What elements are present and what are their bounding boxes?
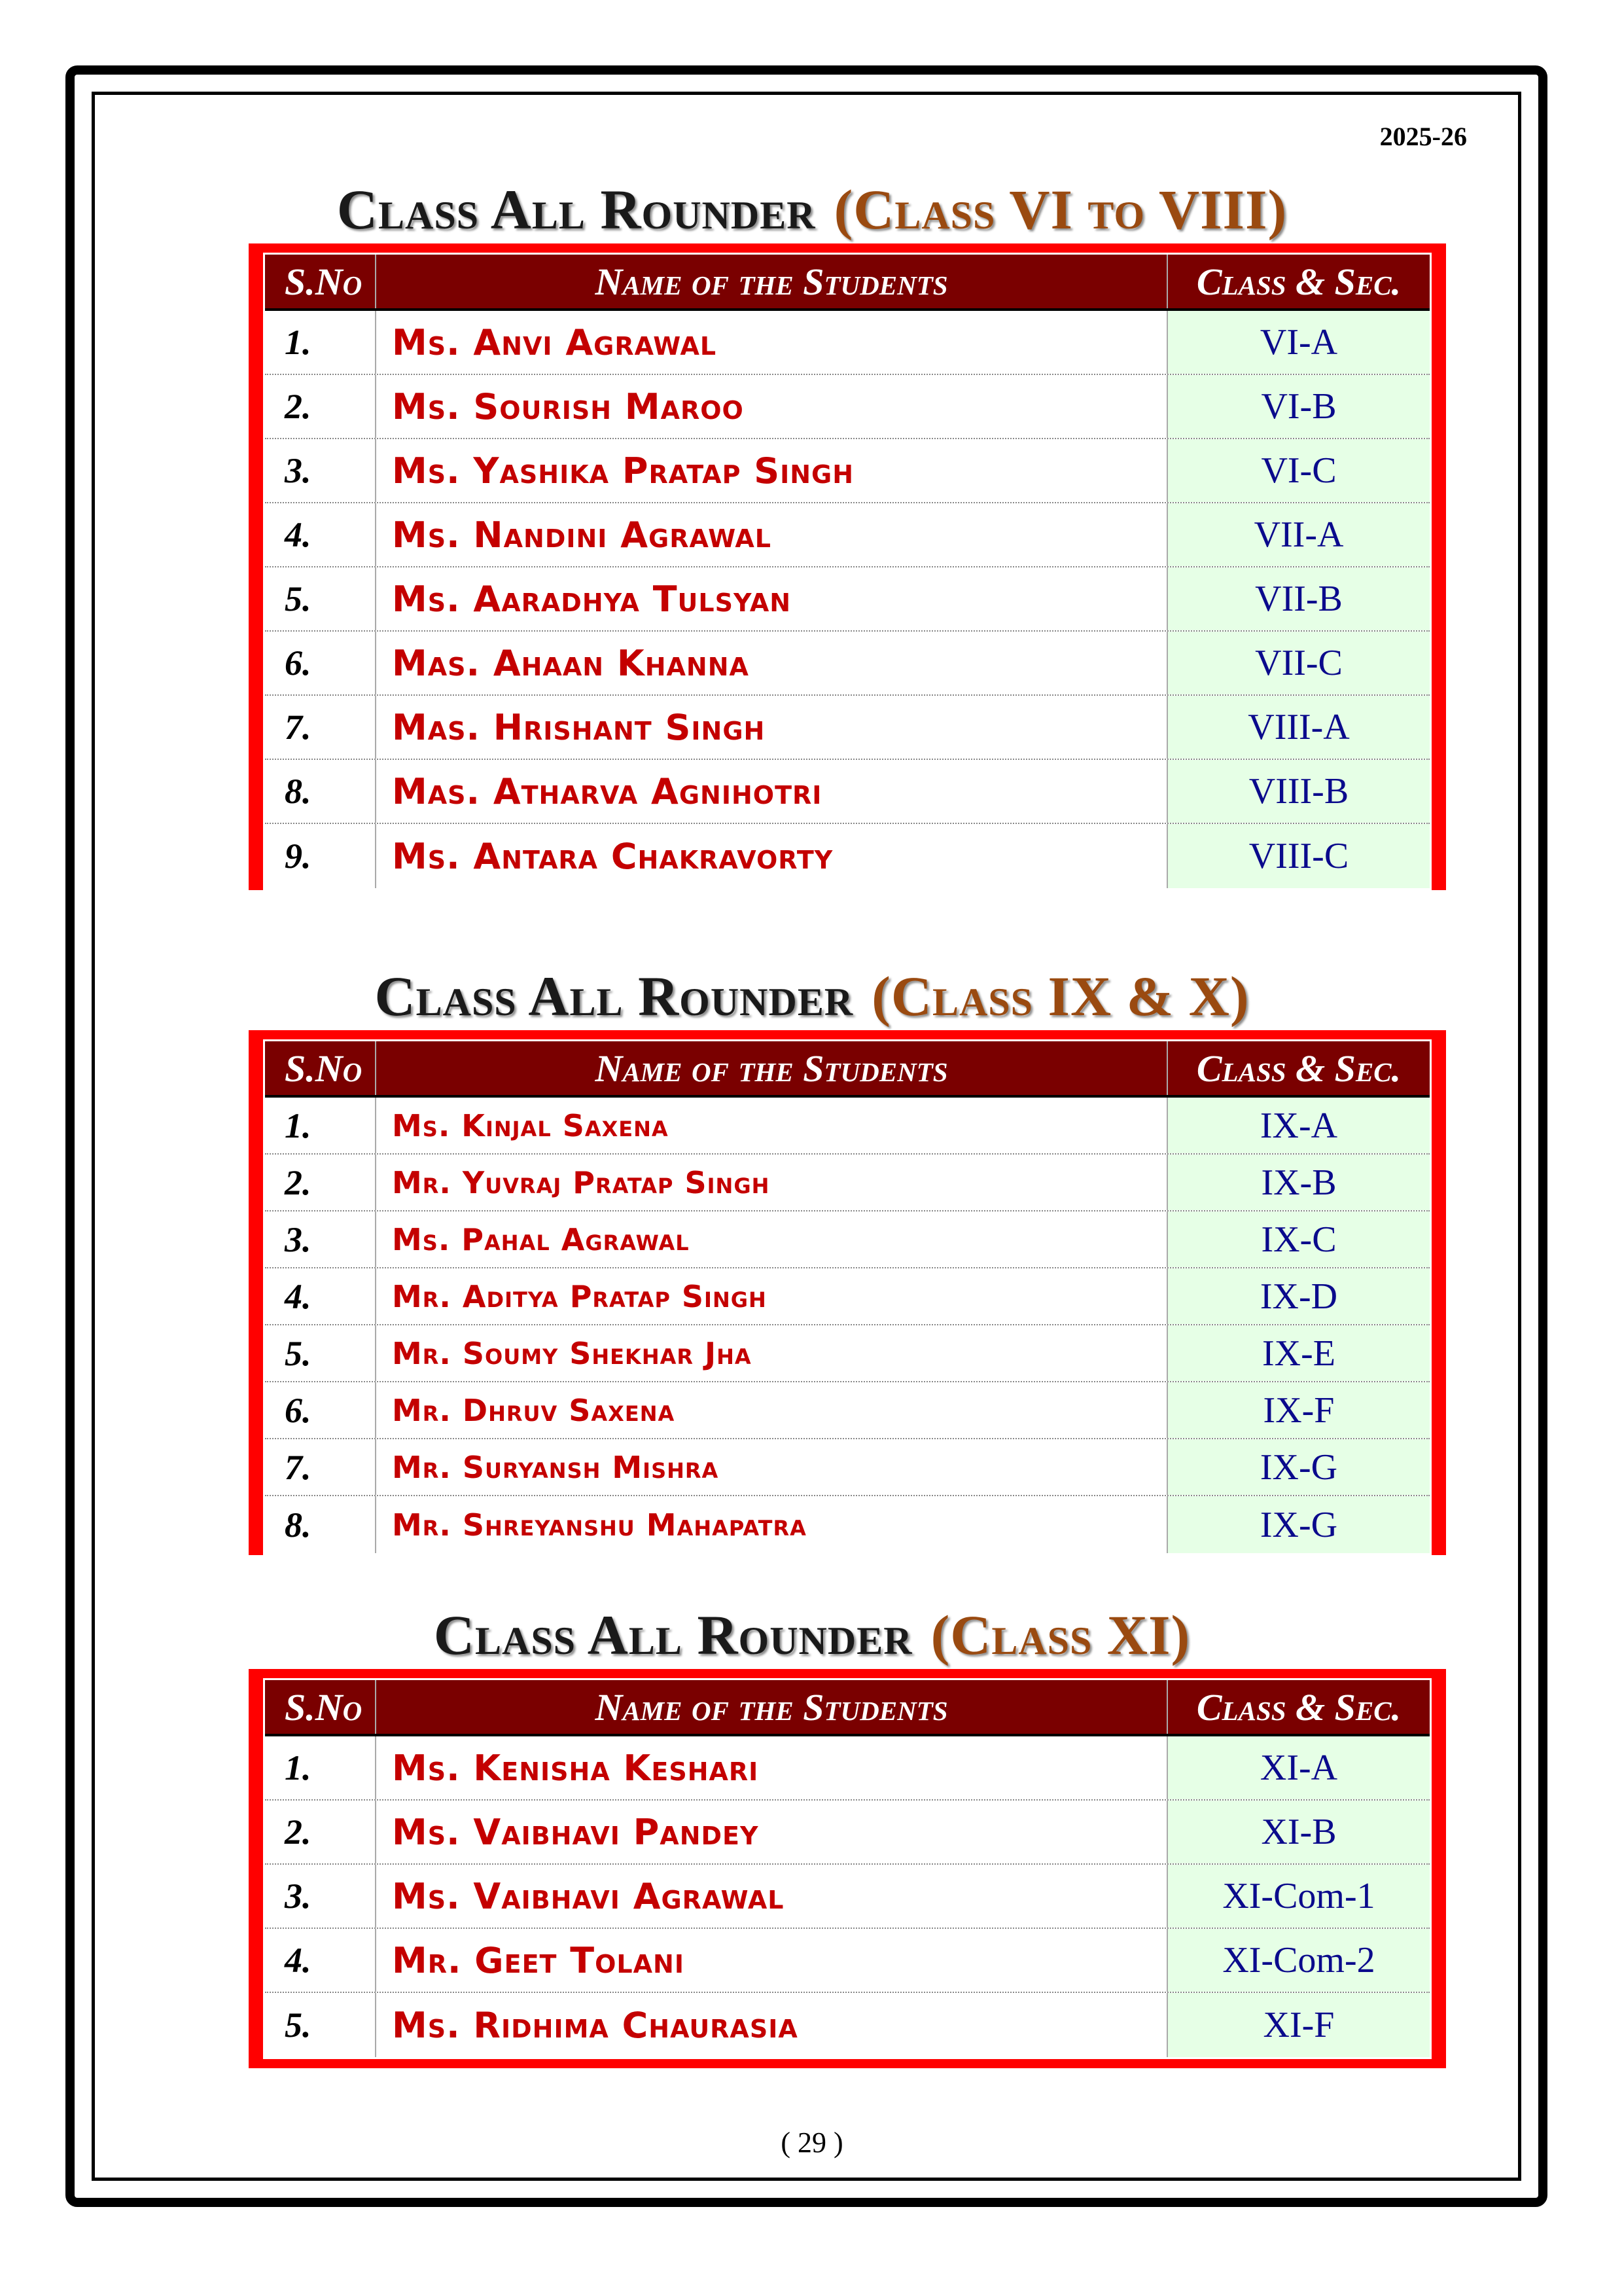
table-row: [265, 1325, 1430, 1382]
table-row: [265, 1496, 1430, 1553]
row-student-name: Mas. Atharva Agnihotri: [376, 760, 1168, 823]
row-class-sec: IX-C: [1168, 1211, 1430, 1267]
table-row: [265, 311, 1430, 375]
section-title-main: Class All Rounder: [336, 178, 816, 241]
table-row: [265, 760, 1430, 824]
section-title-sub: (Class VI to VIII): [834, 178, 1288, 241]
row-class-sec: XI-Com-2: [1168, 1929, 1430, 1992]
row-class-sec: VII-C: [1168, 632, 1430, 694]
table-row: [265, 632, 1430, 696]
table-row: [265, 1439, 1430, 1496]
section-title-1: [0, 177, 1624, 242]
row-student-name: Mr. Yuvraj Pratap Singh: [376, 1155, 1168, 1210]
row-sno: 2.: [265, 1155, 376, 1210]
row-class-sec: VII-B: [1168, 567, 1430, 630]
row-student-name: Mr. Geet Tolani: [376, 1929, 1168, 1992]
row-sno: 4.: [265, 1929, 376, 1992]
row-student-name: Mr. Shreyanshu Mahapatra: [376, 1496, 1168, 1553]
row-class-sec: XI-B: [1168, 1801, 1430, 1863]
row-student-name: Mas. Ahaan Khanna: [376, 632, 1168, 694]
row-student-name: Ms. Antara Chakravorty: [376, 824, 1168, 888]
row-sno: 2.: [265, 375, 376, 438]
header-name: Name of the Students: [376, 1041, 1168, 1095]
table-row: [265, 696, 1430, 760]
section-title-main: Class All Rounder: [374, 965, 854, 1028]
row-class-sec: IX-G: [1168, 1439, 1430, 1495]
header-name: Name of the Students: [376, 255, 1168, 308]
row-class-sec: VII-A: [1168, 503, 1430, 566]
row-student-name: Ms. Sourish Maroo: [376, 375, 1168, 438]
row-sno: 3.: [265, 1865, 376, 1928]
section-title-2: [0, 963, 1624, 1029]
row-sno: 6.: [265, 1382, 376, 1438]
row-student-name: Ms. Kenisha Keshari: [376, 1736, 1168, 1799]
row-sno: 9.: [265, 824, 376, 888]
row-student-name: Mr. Soumy Shekhar Jha: [376, 1325, 1168, 1381]
header-sno: S.No: [265, 1680, 376, 1734]
row-class-sec: IX-D: [1168, 1268, 1430, 1324]
row-class-sec: VIII-C: [1168, 824, 1430, 888]
row-sno: 8.: [265, 1496, 376, 1553]
section-title-main: Class All Rounder: [433, 1604, 913, 1666]
table-row: [265, 1929, 1430, 1993]
row-student-name: Ms. Yashika Pratap Singh: [376, 439, 1168, 502]
table-row: [265, 1736, 1430, 1801]
table-row: [265, 1268, 1430, 1325]
row-class-sec: VI-B: [1168, 375, 1430, 438]
row-class-sec: IX-E: [1168, 1325, 1430, 1381]
row-sno: 7.: [265, 696, 376, 759]
header-class: Class & Sec.: [1196, 1685, 1402, 1729]
table-row: [265, 375, 1430, 439]
page-number: ( 29 ): [781, 2126, 843, 2159]
row-sno: 5.: [265, 567, 376, 630]
table-row: [265, 439, 1430, 503]
row-sno: 2.: [265, 1801, 376, 1863]
header-sno: S.No: [265, 1041, 376, 1095]
header-sno: S.No: [265, 255, 376, 308]
row-sno: 3.: [265, 1211, 376, 1267]
row-student-name: Mr. Dhruv Saxena: [376, 1382, 1168, 1438]
all-rounder-table-ix-x: [249, 1030, 1446, 1555]
header-name: Name of the Students: [376, 1680, 1168, 1734]
row-sno: 5.: [265, 1993, 376, 2057]
row-class-sec: VIII-A: [1168, 696, 1430, 759]
table-row: [265, 1155, 1430, 1211]
row-class-sec: IX-F: [1168, 1382, 1430, 1438]
row-sno: 4.: [265, 1268, 376, 1324]
row-sno: 1.: [265, 1736, 376, 1799]
row-sno: 1.: [265, 311, 376, 374]
all-rounder-table-vi-viii: [249, 243, 1446, 890]
table-row: [265, 1993, 1430, 2057]
header-class: Class & Sec.: [1196, 260, 1402, 303]
row-student-name: Ms. Kinjal Saxena: [376, 1098, 1168, 1153]
table-row: [265, 1865, 1430, 1929]
row-student-name: Mas. Hrishant Singh: [376, 696, 1168, 759]
row-student-name: Ms. Aaradhya Tulsyan: [376, 567, 1168, 630]
row-sno: 4.: [265, 503, 376, 566]
row-class-sec: XI-Com-1: [1168, 1865, 1430, 1928]
table-row: [265, 824, 1430, 888]
row-class-sec: IX-B: [1168, 1155, 1430, 1210]
section-title-sub: (Class IX & X): [872, 965, 1250, 1028]
row-sno: 8.: [265, 760, 376, 823]
row-student-name: Ms. Ridhima Chaurasia: [376, 1993, 1168, 2057]
table-row: [265, 567, 1430, 632]
table-header: [265, 1041, 1430, 1098]
row-sno: 6.: [265, 632, 376, 694]
table-row: [265, 503, 1430, 567]
table-header: [265, 255, 1430, 311]
section-title-3: [0, 1602, 1624, 1668]
row-sno: 1.: [265, 1098, 376, 1153]
row-student-name: Mr. Aditya Pratap Singh: [376, 1268, 1168, 1324]
row-sno: 3.: [265, 439, 376, 502]
row-class-sec: VI-C: [1168, 439, 1430, 502]
table-row: [265, 1098, 1430, 1155]
row-student-name: Ms. Pahal Agrawal: [376, 1211, 1168, 1267]
row-class-sec: XI-A: [1168, 1736, 1430, 1799]
academic-year: 2025-26: [1379, 122, 1467, 151]
row-class-sec: XI-F: [1168, 1993, 1430, 2057]
table-header: [265, 1680, 1430, 1736]
row-student-name: Ms. Vaibhavi Pandey: [376, 1801, 1168, 1863]
row-class-sec: IX-A: [1168, 1098, 1430, 1153]
row-class-sec: IX-G: [1168, 1496, 1430, 1553]
row-sno: 7.: [265, 1439, 376, 1495]
row-class-sec: VI-A: [1168, 311, 1430, 374]
row-student-name: Ms. Nandini Agrawal: [376, 503, 1168, 566]
header-class: Class & Sec.: [1196, 1047, 1402, 1090]
row-class-sec: VIII-B: [1168, 760, 1430, 823]
section-title-sub: (Class XI): [930, 1604, 1191, 1666]
all-rounder-table-xi: [249, 1669, 1446, 2068]
row-student-name: Ms. Vaibhavi Agrawal: [376, 1865, 1168, 1928]
row-sno: 5.: [265, 1325, 376, 1381]
table-row: [265, 1382, 1430, 1439]
row-student-name: Mr. Suryansh Mishra: [376, 1439, 1168, 1495]
table-row: [265, 1211, 1430, 1268]
row-student-name: Ms. Anvi Agrawal: [376, 311, 1168, 374]
table-row: [265, 1801, 1430, 1865]
